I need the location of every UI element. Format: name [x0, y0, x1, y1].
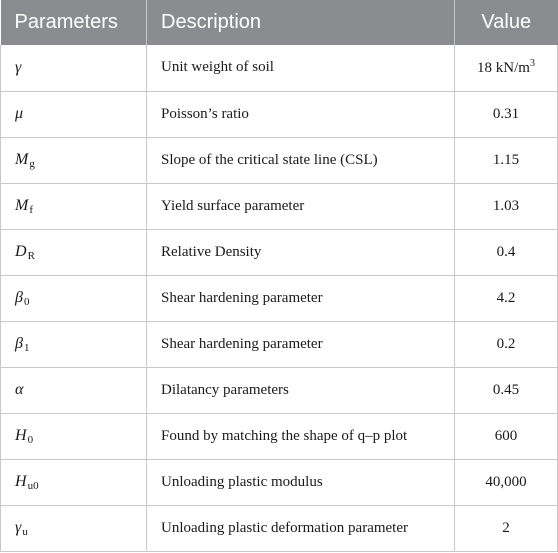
value-main: 40,000 — [485, 473, 527, 490]
table-row — [1, 91, 558, 137]
parameter-symbol — [1, 183, 147, 229]
parameter-description: Poisson’s ratio — [147, 91, 455, 137]
symbol-main: γ — [15, 518, 22, 536]
parameter-value — [455, 321, 558, 367]
parameter-symbol — [1, 137, 147, 183]
table-row — [1, 459, 558, 505]
parameter-description: Slope of the critical state line (CSL) — [147, 137, 455, 183]
parameter-description: Shear hardening parameter — [147, 321, 455, 367]
symbol-subscript: 0 — [27, 433, 34, 446]
parameter-symbol — [1, 367, 147, 413]
table-row — [1, 183, 558, 229]
parameter-value — [455, 229, 558, 275]
parameter-symbol — [1, 413, 147, 459]
parameter-value — [455, 183, 558, 229]
header-description: Description — [147, 0, 455, 45]
symbol-main: β — [15, 288, 23, 306]
parameter-value — [455, 137, 558, 183]
value-main: 1.03 — [492, 197, 520, 214]
parameter-value — [455, 275, 558, 321]
symbol-main: M — [15, 196, 29, 214]
value-main: 1.15 — [492, 151, 520, 168]
table-row — [1, 505, 558, 551]
parameter-description: Unloading plastic modulus — [147, 459, 455, 505]
symbol-main: H — [15, 472, 27, 490]
symbol-main: α — [15, 381, 24, 398]
parameter-description: Yield surface parameter — [147, 183, 455, 229]
table-row — [1, 275, 558, 321]
parameter-symbol — [1, 505, 147, 551]
table-row — [1, 367, 558, 413]
table-body — [1, 45, 558, 551]
parameter-description: Relative Density — [147, 229, 455, 275]
symbol-subscript: u0 — [27, 479, 39, 492]
value-main: 4.2 — [496, 289, 516, 306]
parameter-value — [455, 413, 558, 459]
value-main: 0.2 — [496, 335, 516, 352]
parameter-value — [455, 91, 558, 137]
parameter-symbol — [1, 229, 147, 275]
symbol-main: β — [15, 334, 23, 352]
value-main: 2 — [502, 519, 510, 536]
header-value: Value — [455, 0, 558, 45]
table-row — [1, 45, 558, 91]
header-row — [1, 0, 558, 45]
parameter-symbol — [1, 459, 147, 505]
parameter-description: Shear hardening parameter — [147, 275, 455, 321]
parameter-symbol — [1, 321, 147, 367]
symbol-main: H — [15, 426, 27, 444]
parameter-symbol — [1, 45, 147, 91]
parameter-description: Unloading plastic deformation parameter — [147, 505, 455, 551]
parameter-description: Unit weight of soil — [147, 45, 455, 91]
symbol-main: M — [15, 150, 29, 168]
parameter-description: Found by matching the shape of q–p plot — [147, 413, 455, 459]
symbol-subscript: g — [29, 157, 35, 170]
table-row — [1, 321, 558, 367]
symbol-main: μ — [15, 105, 24, 122]
parameter-value — [455, 505, 558, 551]
value-superscript: 3 — [529, 58, 535, 70]
symbol-subscript: 0 — [23, 295, 30, 308]
value-main: 18 kN/m — [477, 60, 530, 77]
table-row — [1, 413, 558, 459]
parameter-value — [455, 367, 558, 413]
value-main: 0.45 — [492, 381, 520, 398]
parameter-symbol — [1, 275, 147, 321]
symbol-subscript: 1 — [23, 341, 30, 354]
table-header — [1, 0, 558, 45]
header-parameters: Parameters — [1, 0, 147, 45]
symbol-subscript: R — [27, 249, 35, 262]
symbol-subscript: u — [22, 525, 28, 538]
value-main: 600 — [494, 427, 518, 444]
table-row — [1, 137, 558, 183]
table-row — [1, 229, 558, 275]
symbol-subscript: f — [29, 203, 33, 216]
symbol-main: γ — [15, 58, 22, 76]
value-main: 0.4 — [496, 243, 516, 260]
parameter-symbol — [1, 91, 147, 137]
value-main: 0.31 — [492, 105, 520, 122]
symbol-main: D — [15, 242, 27, 260]
parameter-value — [455, 459, 558, 505]
parameter-description: Dilatancy parameters — [147, 367, 455, 413]
parameter-value — [455, 45, 558, 91]
